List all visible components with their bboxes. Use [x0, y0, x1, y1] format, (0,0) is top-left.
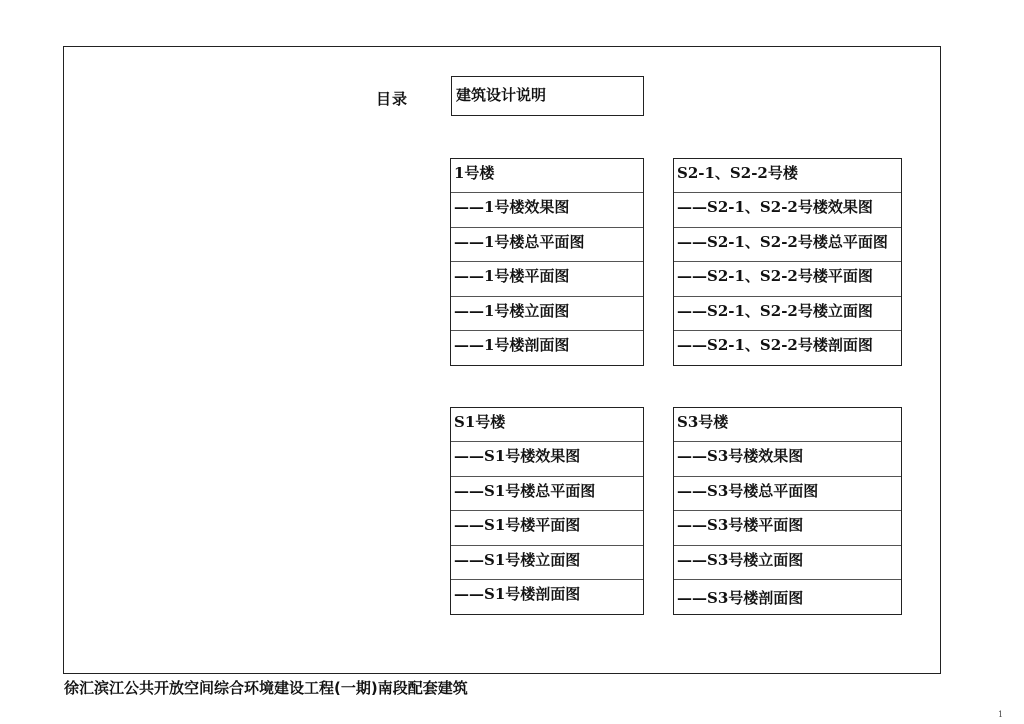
group-header[interactable]: S2-1、S2-2号楼 [674, 159, 901, 193]
list-item[interactable]: ——S2-1、S2-2号楼效果图 [674, 193, 901, 227]
list-item[interactable]: ——S2-1、S2-2号楼平面图 [674, 262, 901, 296]
design-notes-entry[interactable]: 建筑设计说明 [451, 76, 644, 116]
list-item[interactable]: ——S1号楼立面图 [451, 546, 643, 580]
list-item[interactable]: ——1号楼总平面图 [451, 228, 643, 262]
list-item[interactable]: ——1号楼立面图 [451, 297, 643, 331]
group-header[interactable]: 1号楼 [451, 159, 643, 193]
list-item[interactable]: ——S1号楼剖面图 [454, 584, 581, 603]
toc-label: 目录 [376, 90, 409, 108]
page-number: 1 [998, 710, 1004, 719]
project-title: 徐汇滨江公共开放空间综合环境建设工程(一期)南段配套建筑 [64, 679, 468, 697]
list-item[interactable]: ——S2-1、S2-2号楼总平面图 [674, 228, 901, 262]
group-header[interactable]: S3号楼 [674, 408, 901, 442]
list-item[interactable]: ——S3号楼剖面图 [677, 588, 804, 607]
list-item[interactable]: ——S2-1、S2-2号楼立面图 [674, 297, 901, 331]
list-item[interactable]: ——S1号楼平面图 [451, 511, 643, 545]
list-item[interactable]: ——S3号楼总平面图 [674, 477, 901, 511]
list-item[interactable]: ——S1号楼总平面图 [451, 477, 643, 511]
list-item[interactable]: ——1号楼效果图 [451, 193, 643, 227]
list-item[interactable]: ——S3号楼立面图 [674, 546, 901, 580]
group-building-s2 [673, 158, 902, 366]
list-item[interactable]: ——S3号楼效果图 [674, 442, 901, 476]
list-item[interactable]: ——S2-1、S2-2号楼剖面图 [677, 335, 873, 354]
group-building-s3 [673, 407, 902, 615]
list-item[interactable]: ——1号楼平面图 [451, 262, 643, 296]
group-building-s1 [450, 407, 644, 615]
list-item[interactable]: ——1号楼剖面图 [454, 335, 570, 354]
list-item[interactable]: ——S1号楼效果图 [451, 442, 643, 476]
group-header[interactable]: S1号楼 [451, 408, 643, 442]
group-building-1 [450, 158, 644, 366]
list-item[interactable]: ——S3号楼平面图 [674, 511, 901, 545]
